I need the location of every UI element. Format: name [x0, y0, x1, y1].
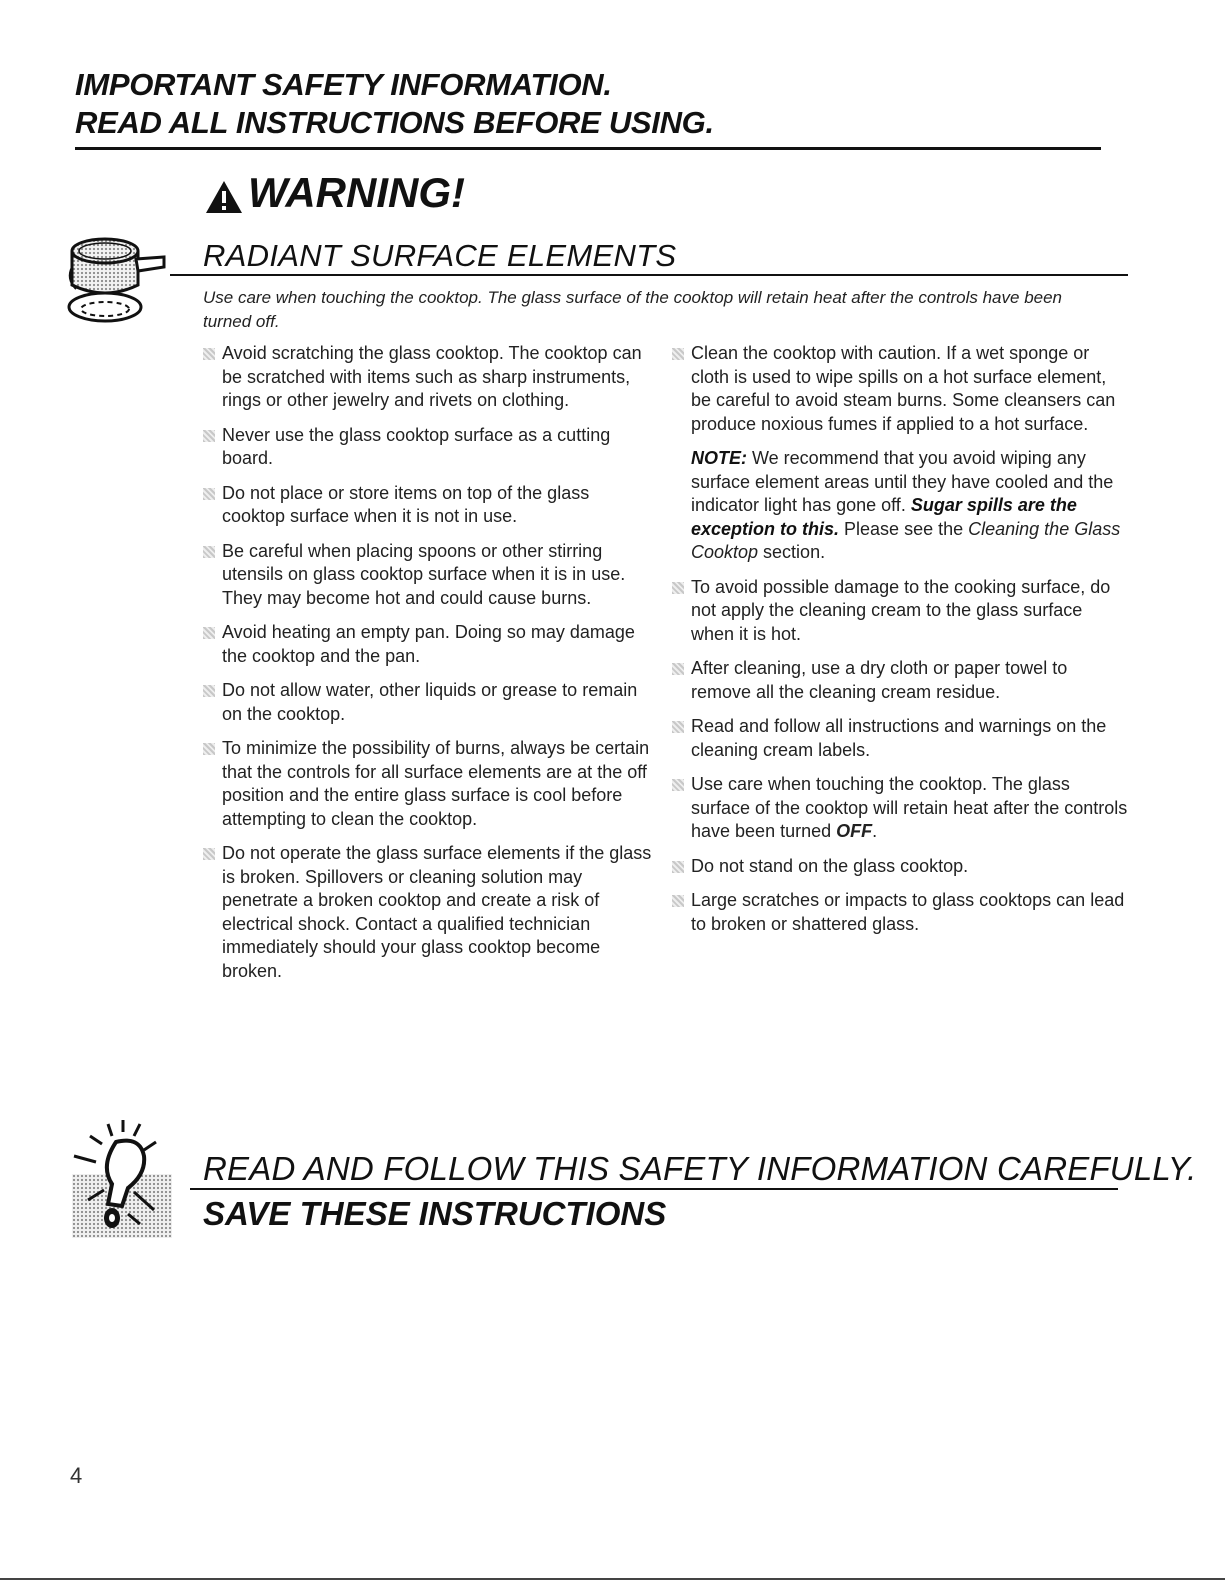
note-paragraph: NOTE: We recommend that you avoid wiping any surface element areas until they have cooled and the indicator light has gone off. Sugar spills are the exception to this. Please see the Cleaning the Glass Cooktop section.	[691, 448, 1121, 562]
list-item: Avoid scratching the glass cooktop. The cooktop can be scratched with items such as sharp instruments, rings or other jewelry and rivets on clothing.	[203, 342, 653, 413]
section-intro: Use care when touching the cooktop. The glass surface of the cooktop will retain heat after the controls have been turned off.	[203, 288, 1063, 331]
footer-title: READ AND FOLLOW THIS SAFETY INFORMATION CAREFULLY.	[203, 1150, 1197, 1187]
cooktop-pan-icon	[60, 227, 170, 327]
list-item: Do not place or store items on top of the glass cooktop surface when it is not in use.	[203, 482, 653, 529]
bullet-icon	[672, 861, 684, 873]
bullet-icon	[672, 721, 684, 733]
list-item: Never use the glass cooktop surface as a cutting board.	[203, 424, 653, 471]
bullet-icon	[672, 895, 684, 907]
list-item: To minimize the possibility of burns, always be certain that the controls for all surface elements are at the off position and the entire glass surface is cool before attempting to clean the cooktop.	[203, 737, 653, 831]
section-title: RADIANT SURFACE ELEMENTS	[203, 238, 677, 273]
footer-divider	[190, 1188, 1118, 1190]
note-label: NOTE:	[691, 448, 747, 468]
list-item: Use care when touching the cooktop. The glass surface of the cooktop will retain heat after the controls have been turned OFF.	[672, 773, 1128, 844]
bullet-icon	[203, 348, 215, 360]
off-emphasis: OFF	[836, 821, 873, 841]
header-line-1: IMPORTANT SAFETY INFORMATION.	[75, 67, 612, 102]
list-item: Do not stand on the glass cooktop.	[672, 855, 1128, 879]
bullet-icon	[672, 663, 684, 675]
list-item: Be careful when placing spoons or other stirring utensils on glass cooktop surface when it is in use. They may become hot and could cause burns.	[203, 540, 653, 611]
left-column	[203, 342, 653, 994]
list-item: After cleaning, use a dry cloth or paper towel to remove all the cleaning cream residue.	[672, 657, 1128, 704]
bullet-icon	[203, 685, 215, 697]
header-title	[75, 66, 714, 142]
bullet-icon	[203, 627, 215, 639]
list-item: Read and follow all instructions and warnings on the cleaning cream labels.	[672, 715, 1128, 762]
list-item: Do not allow water, other liquids or grease to remain on the cooktop.	[203, 679, 653, 726]
bullet-icon	[672, 779, 684, 791]
warning-triangle-icon	[204, 179, 244, 215]
bullet-icon	[203, 848, 215, 860]
list-item: To avoid possible damage to the cooking surface, do not apply the cleaning cream to the glass surface when it is hot.	[672, 576, 1128, 647]
list-item: Large scratches or impacts to glass cooktops can lead to broken or shattered glass.	[672, 889, 1128, 936]
lightbulb-icon	[68, 1118, 188, 1240]
bullet-icon	[203, 546, 215, 558]
note-emphasis: Sugar spills are the exception to this.	[691, 495, 1077, 539]
bullet-icon	[672, 348, 684, 360]
page-number: 4	[70, 1463, 83, 1488]
list-item: Clean the cooktop with caution. If a wet sponge or cloth is used to wipe spills on a hot surface element, be careful to avoid steam burns. Some cleansers can produce noxious fumes if applied to a hot surface.	[672, 342, 1128, 436]
bullet-icon	[203, 743, 215, 755]
bullet-icon	[203, 488, 215, 500]
list-item: Do not operate the glass surface elements if the glass is broken. Spillovers or cleaning solution may penetrate a broken cooktop and create a risk of electrical shock. Contact a qualified technician immediately should your glass cooktop become broken.	[203, 842, 653, 983]
list-item: Avoid heating an empty pan. Doing so may damage the cooktop and the pan.	[203, 621, 653, 668]
footer-subtitle: SAVE THESE INSTRUCTIONS	[203, 1195, 667, 1232]
header-divider	[75, 147, 1101, 150]
bullet-icon	[203, 430, 215, 442]
section-divider	[170, 274, 1128, 276]
bullet-icon	[672, 582, 684, 594]
warning-title: WARNING!	[248, 169, 465, 216]
right-column	[672, 342, 1128, 947]
warning-heading	[204, 168, 465, 218]
page-bottom-divider	[0, 1578, 1225, 1580]
header-line-2: READ ALL INSTRUCTIONS BEFORE USING.	[75, 105, 714, 140]
note-section-reference: Cleaning the Glass Cooktop	[691, 518, 1121, 562]
